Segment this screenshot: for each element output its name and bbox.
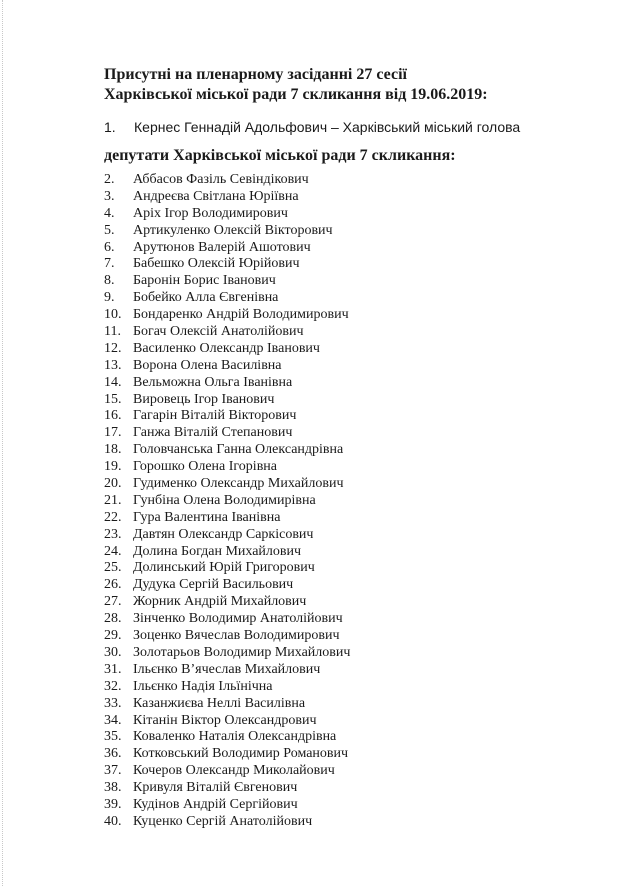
deputy-name: Долина Богдан Михайлович (133, 543, 302, 559)
deputy-list-item (104, 172, 350, 189)
deputy-name: Золотарьов Володимир Михайлович (133, 644, 351, 660)
deputy-list-item (104, 408, 350, 425)
deputy-name: Коваленко Наталія Олександрівна (133, 729, 337, 745)
deputy-list-item (104, 679, 350, 696)
deputy-number: 30. (104, 644, 122, 660)
deputy-number: 17. (104, 425, 122, 441)
deputy-name: Зоценко Вячеслав Володимирович (133, 628, 340, 644)
deputy-number: 29. (104, 628, 122, 644)
deputy-name: Богач Олексій Анатолійович (133, 324, 304, 340)
deputy-number: 27. (104, 594, 122, 610)
mayor-entry-number: 1. (104, 119, 116, 135)
deputy-list-item (104, 577, 350, 594)
deputy-name: Аріх Ігор Володимирович (133, 205, 288, 221)
deputy-name: Куценко Сергій Анатолійович (133, 813, 313, 829)
deputy-name: Долинський Юрій Григорович (133, 560, 315, 576)
deputy-name: Андреєва Світлана Юріївна (133, 188, 299, 204)
deputy-name: Бондаренко Андрій Володимирович (133, 307, 349, 323)
deputy-number: 18. (104, 442, 122, 458)
heading-line-2: Харківської міської ради 7 скликання від 19.06.2019: (104, 86, 488, 103)
deputy-number: 2. (104, 172, 115, 187)
deputy-name: Горошко Олена Ігорівна (133, 459, 278, 475)
deputy-number: 28. (104, 611, 122, 627)
deputies-heading: депутати Харківської міської ради 7 скликання: (104, 147, 456, 164)
deputy-number: 40. (104, 813, 122, 829)
deputy-list-item (104, 628, 350, 645)
deputy-number: 10. (104, 307, 122, 323)
deputy-number: 32. (104, 678, 122, 694)
deputy-list-item (104, 290, 350, 307)
deputy-number: 26. (104, 577, 122, 593)
deputy-name: Головчанська Ганна Олександрівна (133, 442, 344, 458)
deputy-name: Бабешко Олексій Юрійович (133, 256, 300, 272)
deputy-name: Василенко Олександр Іванович (133, 340, 320, 356)
deputy-name: Баронін Борис Іванович (133, 273, 276, 289)
deputy-list-item (104, 341, 350, 358)
deputy-name: Казанжиєва Неллі Василівна (133, 695, 306, 711)
deputy-number: 38. (104, 780, 122, 796)
deputy-name: Зінченко Володимир Анатолійович (133, 611, 343, 627)
deputy-name: Арутюнов Валерій Ашотович (133, 239, 311, 255)
deputy-number: 21. (104, 492, 122, 508)
deputy-number: 12. (104, 340, 122, 356)
mayor-entry (104, 118, 520, 136)
deputy-list-item (104, 493, 350, 510)
scan-left-edge (2, 0, 4, 886)
deputy-list-item (104, 307, 350, 324)
deputy-list-item (104, 611, 350, 628)
deputy-number: 8. (104, 273, 115, 289)
deputy-name: Вировець Ігор Іванович (133, 391, 275, 407)
deputy-name: Вельможна Ольга Іванівна (133, 374, 293, 390)
deputy-name: Гунбіна Олена Володимирівна (133, 492, 316, 508)
deputy-list-item (104, 814, 350, 831)
deputy-list-item (104, 645, 350, 662)
deputy-list-item (104, 240, 350, 257)
deputy-list-item (104, 459, 350, 476)
deputy-number: 25. (104, 560, 122, 576)
deputy-name: Жорник Андрій Михайлович (133, 594, 307, 610)
deputy-list-item (104, 358, 350, 375)
deputy-list-item (104, 273, 350, 290)
deputy-list-item (104, 206, 350, 223)
deputy-name: Дудука Сергій Васильович (133, 577, 294, 593)
deputy-name: Аббасов Фазіль Севіндікович (133, 172, 309, 187)
deputy-list-item (104, 392, 350, 409)
deputy-number: 20. (104, 476, 122, 492)
deputy-list-item (104, 425, 350, 442)
deputy-name: Гагарін Віталій Вікторович (133, 408, 297, 424)
deputy-list-item (104, 527, 350, 544)
deputy-name: Бобейко Алла Євгенівна (133, 290, 279, 306)
deputy-list-item (104, 223, 350, 240)
deputy-number: 34. (104, 712, 122, 728)
deputy-number: 23. (104, 526, 122, 542)
deputy-name: Гудименко Олександр Михайлович (133, 476, 344, 492)
deputy-list-item (104, 696, 350, 713)
deputy-number: 22. (104, 509, 122, 525)
deputy-list-item (104, 746, 350, 763)
deputy-list-item (104, 324, 350, 341)
deputy-name: Гура Валентина Іванівна (133, 509, 281, 525)
deputy-number: 33. (104, 695, 122, 711)
deputy-list-item (104, 256, 350, 273)
deputy-list-item (104, 763, 350, 780)
deputy-number: 3. (104, 188, 115, 204)
deputy-list-item (104, 442, 350, 459)
deputies-list (104, 172, 350, 831)
deputy-number: 24. (104, 543, 122, 559)
deputy-list-item (104, 797, 350, 814)
deputy-list-item (104, 510, 350, 527)
deputy-number: 5. (104, 222, 115, 238)
deputy-number: 15. (104, 391, 122, 407)
deputy-number: 4. (104, 205, 115, 221)
deputy-list-item (104, 189, 350, 206)
mayor-entry-text: Кернес Геннадій Адольфович – Харківський міський голова (134, 119, 521, 135)
deputy-name: Ільєнко Надія Ільїнічна (133, 678, 273, 694)
deputy-list-item (104, 729, 350, 746)
deputy-list-item (104, 375, 350, 392)
deputy-name: Ільєнко В’ячеслав Михайлович (133, 661, 321, 677)
deputy-name: Давтян Олександр Саркісович (133, 526, 314, 542)
deputy-list-item (104, 780, 350, 797)
deputy-number: 39. (104, 796, 122, 812)
deputy-number: 31. (104, 661, 122, 677)
deputy-number: 9. (104, 290, 115, 306)
deputy-list-item (104, 560, 350, 577)
deputy-number: 6. (104, 239, 115, 255)
deputy-number: 35. (104, 729, 122, 745)
deputy-name: Кочеров Олександр Миколайович (133, 763, 335, 779)
deputy-number: 37. (104, 763, 122, 779)
deputy-name: Котковський Володимир Романович (133, 746, 349, 762)
deputy-number: 19. (104, 459, 122, 475)
deputy-number: 11. (104, 324, 121, 340)
deputy-name: Ганжа Віталій Степанович (133, 425, 293, 441)
deputy-name: Кривуля Віталій Євгенович (133, 780, 298, 796)
deputy-list-item (104, 594, 350, 611)
deputy-number: 16. (104, 408, 122, 424)
deputy-number: 7. (104, 256, 115, 272)
deputy-list-item (104, 544, 350, 561)
deputy-list-item (104, 713, 350, 730)
deputy-list-item (104, 662, 350, 679)
deputy-name: Кітанін Віктор Олександрович (133, 712, 317, 728)
heading-line-1: Присутні на пленарному засіданні 27 сесії (104, 66, 407, 83)
deputy-name: Артикуленко Олексій Вікторович (133, 222, 333, 238)
deputy-name: Ворона Олена Василівна (133, 357, 282, 373)
deputy-name: Кудінов Андрій Сергійович (133, 796, 298, 812)
deputy-number: 14. (104, 374, 122, 390)
deputy-list-item (104, 476, 350, 493)
deputy-number: 13. (104, 357, 122, 373)
deputy-number: 36. (104, 746, 122, 762)
